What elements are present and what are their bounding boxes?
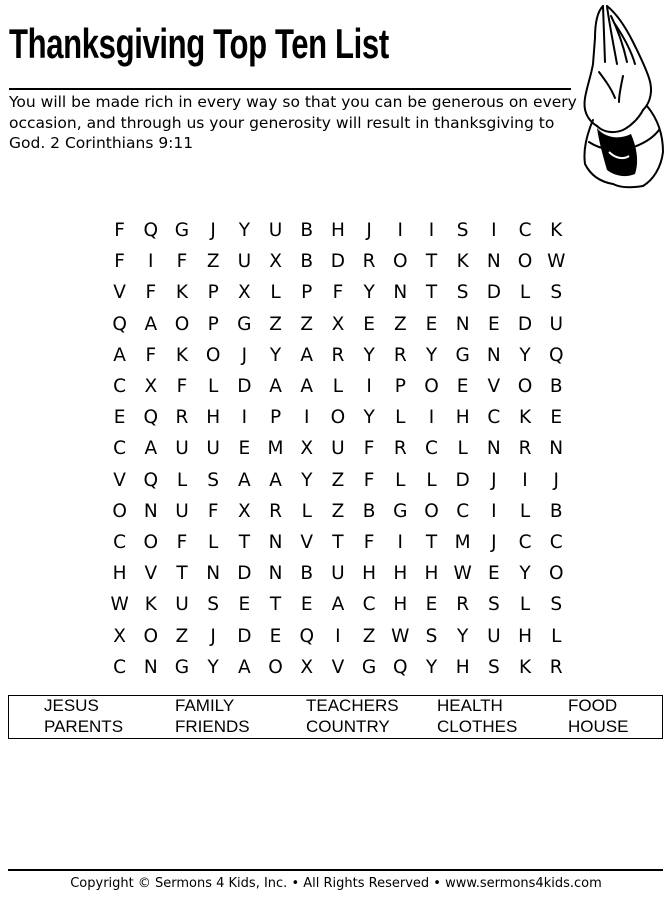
grid-letter: H [455,407,470,429]
grid-letter: O [143,625,159,647]
grid-letter: O [393,251,408,273]
grid-letter: I [366,376,372,398]
grid-letter: K [456,251,469,273]
grid-letter: Q [143,407,159,429]
copyright-footer: Copyright © Sermons 4 Kids, Inc. • All Rights Reserved • www.sermons4kids.com [70,876,602,891]
grid-letter: L [426,469,437,491]
grid-letter: N [549,438,564,460]
grid-letter: G [361,656,377,678]
grid-row [104,558,572,589]
grid-letter: Q [143,469,159,491]
grid-letter: D [455,469,470,491]
grid-letter: B [300,563,314,585]
grid-letter: V [487,376,501,398]
grid-letter: K [518,656,532,678]
grid-letter: F [363,469,375,491]
grid-letter: B [300,251,314,273]
grid-letter: B [549,376,563,398]
grid-letter: P [207,313,219,335]
grid-letter: S [207,469,220,491]
grid-letter: I [303,407,310,429]
grid-letter: L [519,282,531,304]
grid-letter: A [300,376,314,398]
grid-letter: Z [300,313,314,335]
grid-letter: N [486,344,501,366]
grid-letter: G [393,500,408,522]
grid-letter: T [425,531,438,553]
grid-row [104,277,572,308]
grid-letter: G [455,344,470,366]
grid-letter: S [425,625,438,647]
grid-letter: T [425,251,438,273]
grid-letter: S [456,282,469,304]
grid-letter: L [395,469,406,491]
grid-letter: W [110,594,129,616]
grid-letter: O [424,376,439,398]
grid-letter: P [394,376,406,398]
grid-letter: O [143,531,159,553]
grid-letter: Y [363,407,375,429]
grid-letter: X [238,500,251,522]
grid-letter: O [112,500,127,522]
grid-letter: J [366,220,372,242]
grid-row [104,246,572,277]
grid-letter: R [549,656,563,678]
grid-letter: K [144,594,157,616]
grid-letter: C [487,407,501,429]
grid-letter: A [331,594,345,616]
grid-letter: I [148,251,154,273]
grid-letter: U [331,438,345,460]
grid-row [104,589,572,620]
grid-letter: I [522,469,528,491]
grid-letter: Z [362,625,376,647]
grid-letter: L [176,469,188,491]
grid-letter: B [549,500,563,522]
grid-letter: J [491,469,497,491]
grid-letter: F [363,531,375,553]
grid-letter: G [174,656,190,678]
grid-letter: D [330,251,346,273]
grid-letter: I [491,500,497,522]
grid-letter: B [300,220,314,242]
grid-letter: A [144,438,158,460]
grid-row [104,620,572,651]
grid-row [104,215,572,246]
grid-letter: Z [393,313,407,335]
grid-letter: N [486,438,501,460]
grid-letter: S [456,220,469,242]
grid-letter: V [113,282,126,304]
grid-letter: I [428,407,435,429]
grid-letter: L [301,500,312,522]
grid-letter: H [330,220,345,242]
grid-letter: L [457,438,468,460]
grid-row [104,652,572,683]
grid-letter: I [397,531,404,553]
grid-letter: U [206,438,220,460]
grid-letter: F [332,282,344,304]
grid-letter: V [144,563,158,585]
grid-letter: V [300,531,314,553]
grid-letter: T [425,282,438,304]
word-list-box [8,695,663,739]
grid-letter: H [455,656,470,678]
grid-letter: N [268,531,283,553]
grid-letter: E [238,438,251,460]
grid-letter: Q [548,344,564,366]
praying-hands-icon [573,2,665,192]
word-list-item: CLOTHES [437,717,518,736]
grid-letter: C [549,531,563,553]
grid-letter: U [237,251,252,273]
grid-letter: S [487,656,500,678]
grid-letter: D [237,563,252,585]
grid-letter: H [518,625,532,647]
grid-letter: L [332,376,344,398]
grid-letter: V [113,469,126,491]
word-list-item: JESUS [44,696,99,715]
grid-letter: E [300,594,313,616]
grid-letter: E [487,313,500,335]
grid-letter: J [210,625,216,647]
word-list-item: FOOD [568,696,618,715]
grid-letter: A [113,344,126,366]
grid-row [104,371,572,402]
grid-letter: J [491,531,497,553]
grid-letter: L [519,500,531,522]
word-list-item: FRIENDS [175,717,250,736]
grid-letter: X [300,656,314,678]
grid-letter: W [453,563,472,585]
grid-letter: I [491,220,497,242]
grid-letter: Y [363,344,375,366]
grid-letter: H [393,563,408,585]
grid-letter: Z [175,625,189,647]
grid-letter: E [238,594,251,616]
grid-letter: A [269,376,282,398]
word-list-item: FAMILY [175,696,235,715]
grid-letter: C [113,656,127,678]
grid-letter: P [301,282,313,304]
grid-letter: O [424,500,439,522]
grid-letter: A [269,469,282,491]
grid-row [104,496,572,527]
word-list-item: HOUSE [568,717,629,736]
grid-letter: R [393,344,407,366]
grid-letter: T [238,531,250,553]
grid-letter: O [517,376,533,398]
grid-letter: E [487,563,500,585]
grid-letter: U [175,594,189,616]
grid-letter: P [269,407,282,429]
grid-letter: F [114,220,125,242]
grid-letter: J [553,469,559,491]
grid-letter: C [518,531,532,553]
footer-divider [8,869,663,871]
grid-letter: L [270,282,281,304]
grid-letter: K [550,220,563,242]
grid-letter: R [518,438,532,460]
grid-letter: R [393,438,407,460]
grid-letter: L [395,407,406,429]
grid-letter: Z [331,500,345,522]
grid-letter: X [269,251,282,273]
grid-letter: L [551,625,562,647]
grid-letter: Y [519,563,531,585]
word-list-item: HEALTH [437,696,503,715]
grid-letter: J [241,344,248,366]
grid-letter: N [143,656,158,678]
grid-letter: X [300,438,314,460]
grid-letter: T [176,563,188,585]
grid-letter: N [455,313,470,335]
grid-letter: N [268,563,283,585]
grid-letter: O [205,344,221,366]
grid-letter: Y [519,344,531,366]
grid-letter: S [487,594,500,616]
grid-letter: C [425,438,438,460]
grid-letter: A [238,469,251,491]
grid-letter: O [268,656,283,678]
grid-letter: X [113,625,126,647]
grid-letter: D [237,376,252,398]
page-title: Thanksgiving Top Ten List [9,20,389,67]
grid-letter: U [268,220,283,242]
grid-letter: V [331,656,345,678]
grid-letter: N [486,251,501,273]
grid-letter: H [112,563,127,585]
grid-letter: I [335,625,341,647]
grid-letter: I [428,220,435,242]
title-underline [9,88,571,90]
grid-letter: B [362,500,376,522]
grid-letter: U [175,500,189,522]
grid-letter: O [548,563,564,585]
grid-letter: A [144,313,158,335]
grid-letter: O [174,313,190,335]
grid-letter: K [518,407,532,429]
grid-letter: U [175,438,189,460]
grid-row [104,465,572,496]
grid-letter: P [207,282,219,304]
grid-row [104,433,572,464]
grid-letter: Y [269,344,282,366]
grid-letter: L [208,531,219,553]
grid-letter: Q [143,220,159,242]
grid-letter: H [206,407,221,429]
grid-letter: Z [206,251,220,273]
grid-letter: Q [299,625,314,647]
grid-letter: A [300,344,314,366]
grid-letter: H [393,594,408,616]
grid-letter: F [145,282,157,304]
grid-letter: G [237,313,252,335]
grid-letter: E [269,625,282,647]
grid-letter: F [176,251,188,273]
grid-letter: Q [393,656,408,678]
grid-letter: U [549,313,563,335]
grid-letter: S [550,282,563,304]
grid-row [104,527,572,558]
grid-letter: R [456,594,470,616]
grid-letter: E [363,313,375,335]
grid-letter: W [391,625,410,647]
grid-letter: E [550,407,563,429]
grid-row [104,402,572,433]
grid-letter: Z [269,313,282,335]
grid-letter: D [237,625,252,647]
grid-letter: L [519,594,531,616]
word-list-item: COUNTRY [306,717,390,736]
grid-letter: C [113,531,127,553]
grid-letter: R [175,407,189,429]
grid-letter: H [424,563,439,585]
grid-letter: Z [331,469,345,491]
grid-letter: Y [238,220,250,242]
grid-letter: T [269,594,282,616]
grid-letter: U [487,625,501,647]
grid-letter: F [145,344,157,366]
grid-letter: C [518,220,532,242]
grid-letter: E [425,313,438,335]
grid-letter: I [397,220,404,242]
grid-letter: H [362,563,377,585]
word-search-grid [104,215,572,683]
grid-row [104,340,572,371]
grid-letter: R [362,251,376,273]
grid-letter: Y [425,344,438,366]
grid-letter: R [269,500,282,522]
grid-letter: N [206,563,221,585]
grid-letter: X [331,313,345,335]
grid-letter: L [208,376,219,398]
grid-letter: T [332,531,344,553]
grid-letter: Q [112,313,127,335]
grid-letter: X [144,376,158,398]
grid-letter: I [241,407,248,429]
grid-letter: D [517,313,533,335]
grid-letter: K [175,282,189,304]
grid-letter: Y [301,469,313,491]
grid-letter: C [456,500,470,522]
scripture-verse: You will be made rich in every way so that you can be generous on every occasion, and through us your generosity will result in thanksgiving to God. 2 Corinthians 9:11 [9,93,577,152]
grid-letter: K [175,344,189,366]
grid-letter: U [331,563,345,585]
word-list-item: TEACHERS [306,696,399,715]
grid-letter: C [362,594,376,616]
grid-letter: F [176,531,188,553]
grid-letter: M [454,531,471,553]
grid-letter: F [363,438,375,460]
grid-letter: O [517,251,533,273]
grid-letter: Y [363,282,375,304]
grid-letter: D [486,282,501,304]
grid-letter: O [330,407,346,429]
grid-letter: C [113,376,127,398]
grid-letter: F [176,376,188,398]
grid-letter: W [547,251,566,273]
grid-letter: Y [425,656,438,678]
grid-letter: Y [457,625,469,647]
grid-letter: S [550,594,563,616]
grid-letter: S [207,594,220,616]
grid-letter: F [114,251,125,273]
grid-letter: G [174,220,190,242]
grid-letter: A [238,656,251,678]
grid-letter: E [113,407,126,429]
grid-letter: E [425,594,438,616]
grid-letter: Y [207,656,219,678]
grid-letter: J [210,220,216,242]
grid-letter: M [267,438,284,460]
grid-letter: X [238,282,251,304]
grid-letter: N [393,282,408,304]
word-list-item: PARENTS [44,717,124,736]
grid-letter: R [331,344,345,366]
grid-letter: N [143,500,158,522]
grid-letter: F [207,500,219,522]
grid-letter: C [113,438,127,460]
grid-row [104,309,572,340]
grid-letter: E [456,376,469,398]
